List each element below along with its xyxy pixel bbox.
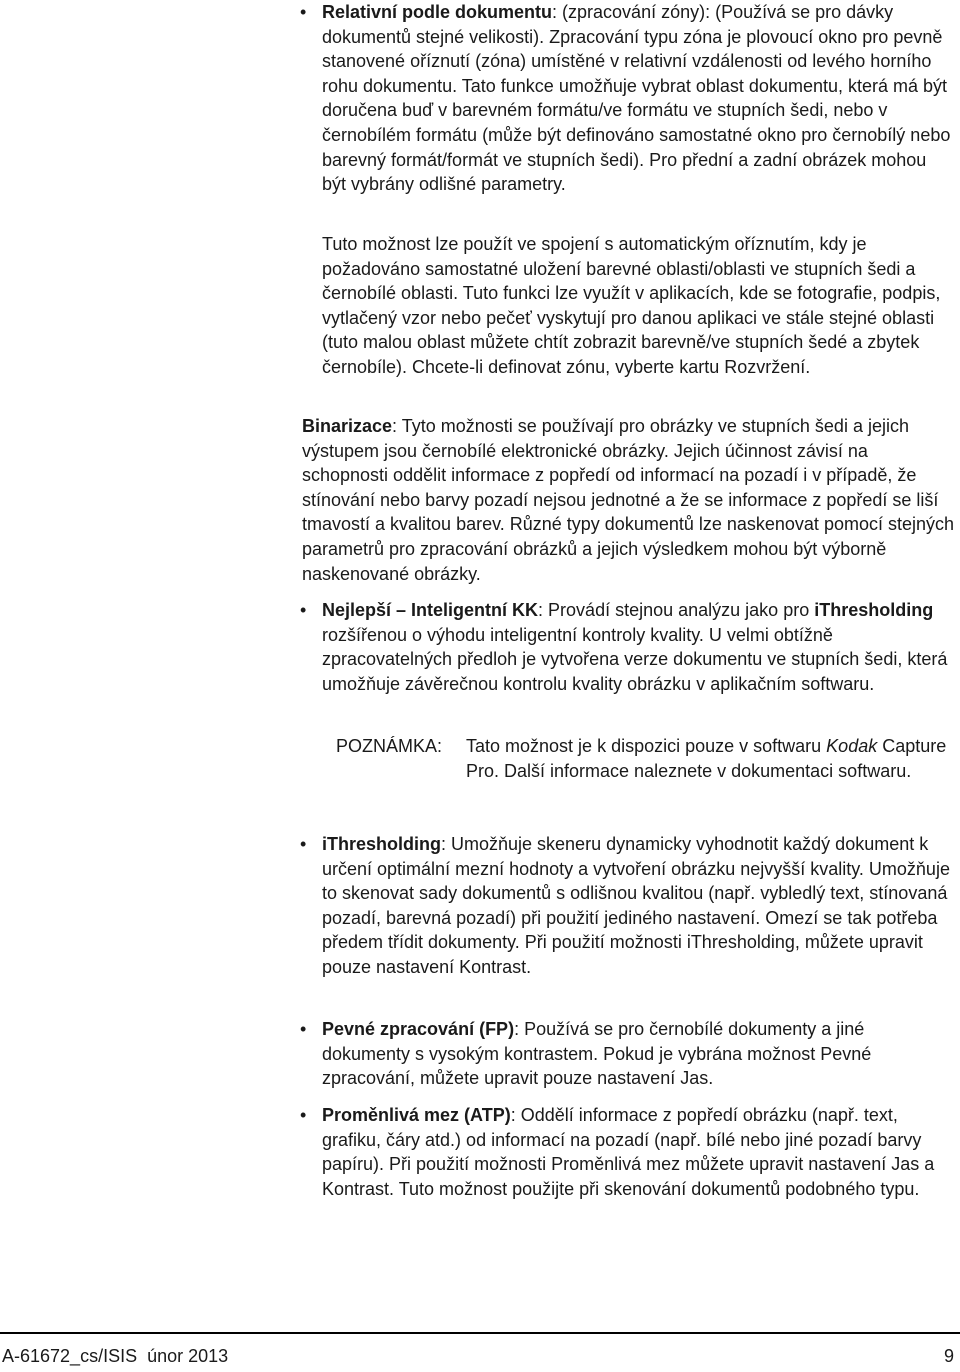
- note-label: POZNÁMKA:: [336, 736, 443, 756]
- note-brand: Kodak: [826, 736, 878, 756]
- text-pevne: : Používá se pro černobílé dokumenty a jiné dokumenty s vysokým kontrastem. Pokud je vybrána možnost Pevné zpracování, můžete upravit pouze nastavení Jas.: [322, 1019, 872, 1089]
- footer-page-number: 9: [943, 1346, 954, 1366]
- text-nejlepsi-a: : Provádí stejnou analýzu jako pro: [538, 600, 815, 620]
- text-nejlepsi-b: rozšířenou o výhodu inteligentní kontroly kvality. U velmi obtížně zpracovatelných předloh je vytvořena verze dokumentu ve stupních šedi, která umožňuje závěrečnou kontrolu kvality obrázku v aplikačním softwaru.: [322, 624, 948, 694]
- bullet-marker: •: [300, 834, 307, 854]
- note-text-a: Tato možnost je k dispozici pouze v softwaru: [466, 736, 827, 756]
- list-item-nejlepsi: [300, 598, 954, 696]
- text-relativni: : (zpracování zóny): (Používá se pro dávky dokumentů stejné velikosti). Zpracování typu zóna je plovoucí okno pro pevně stanovené oříznutí (zóna) umístěné v relativní vzdálenosti od levého horního rohu dokumentu. Tato funkce umožňuje vybrat oblast dokumentu, která má být doručena buď v barevném formátu/ve formátu ve stupních šedi, nebo v černobílém formátu (může být definováno samostatné okno pro černobílý nebo barevný formát/formát ve stupních šedi). Pro přední a zadní obrázek mohou být vybrány odlišné parametry.: [322, 2, 951, 195]
- list-item-pevne: [300, 1017, 954, 1091]
- term-nejlepsi: Nejlepší – Inteligentní KK: [322, 600, 539, 620]
- bullet-marker: •: [300, 1105, 307, 1125]
- note-text-b: Capture Pro. Další informace naleznete v dokumentaci softwaru.: [466, 736, 947, 781]
- term-promenliva: Proměnlivá mez (ATP): [322, 1105, 511, 1125]
- footer-doc-id: A-61672_cs/ISIS únor 2013: [2, 1346, 229, 1366]
- text-binarizace: : Tyto možnosti se používají pro obrázky ve stupních šedi a jejich výstupem jsou černobílé elektronické obrázky. Jejich účinnost závisí na schopnosti oddělit informace z popředí od informací na pozadí i v případě, že stínování nebo barvy pozadí nejsou jednotné a že se informace z popředí se liší tmavostí a kvalitou barev. Různé typy dokumentů lze naskenovat pomocí stejných parametrů pro zpracování obrázků a jejich výsledkem mohou být výborně naskenované obrázky.: [302, 416, 954, 584]
- term-ithresholding-inline: iThresholding: [814, 600, 934, 620]
- note-text: [466, 734, 956, 783]
- text-zona: Tuto možnost lze použít ve spojení s automatickým oříznutím, kdy je požadováno samostatné uložení barevné oblasti/oblasti ve stupních šedi a černobílé oblasti. Tuto funkci lze využít v aplikacích, kde se fotografie, podpis, vytlačený vzor nebo pečeť vyskytují pro danou aplikaci ve stále stejné oblasti (tuto malou oblast můžete chtít zobrazit barevně/ve stupních šedé a zbytek černobíle). Chcete-li definovat zónu, vyberte kartu Rozvržení.: [322, 234, 941, 377]
- paragraph-binarizace: [302, 414, 954, 586]
- bullet-marker: •: [300, 1019, 307, 1039]
- footer-divider: [0, 1332, 960, 1334]
- bullet-marker: •: [300, 600, 307, 620]
- list-item-ithresholding: [300, 832, 954, 980]
- list-item-relativni: [300, 0, 954, 197]
- term-ithresholding: iThresholding: [322, 834, 441, 854]
- term-pevne: Pevné zpracování (FP): [322, 1019, 515, 1039]
- text-ithresholding: : Umožňuje skeneru dynamicky vyhodnotit každý dokument k určení optimální mezní hodnoty a vytvoření obrázku nejvyšší kvality. Umožňuje to skenovat sady dokumentů s odlišnou kvalitou (např. vybledlý text, stínovaná pozadí, barevná pozadí) při použití jediného nastavení. Omezí se tak potřeba předem třídit dokumenty. Při použití možnosti iThresholding, můžete upravit pouze nastavení Kontrast.: [322, 834, 950, 977]
- list-item-promenliva: [300, 1103, 954, 1201]
- paragraph-zona: [322, 232, 954, 380]
- bullet-marker: •: [300, 2, 307, 22]
- term-binarizace: Binarizace: [302, 416, 393, 436]
- text-promenliva: : Oddělí informace z popředí obrázku (např. text, grafiku, čáry atd.) od informací na pozadí (např. bílé nebo jiné pozadí barvy papíru). Při použití možnosti Proměnlivá mez můžete upravit nastavení Jas a Kontrast. Tuto možnost použijte při skenování dokumentů podobného typu.: [322, 1105, 935, 1199]
- term-relativni: Relativní podle dokumentu: [322, 2, 553, 22]
